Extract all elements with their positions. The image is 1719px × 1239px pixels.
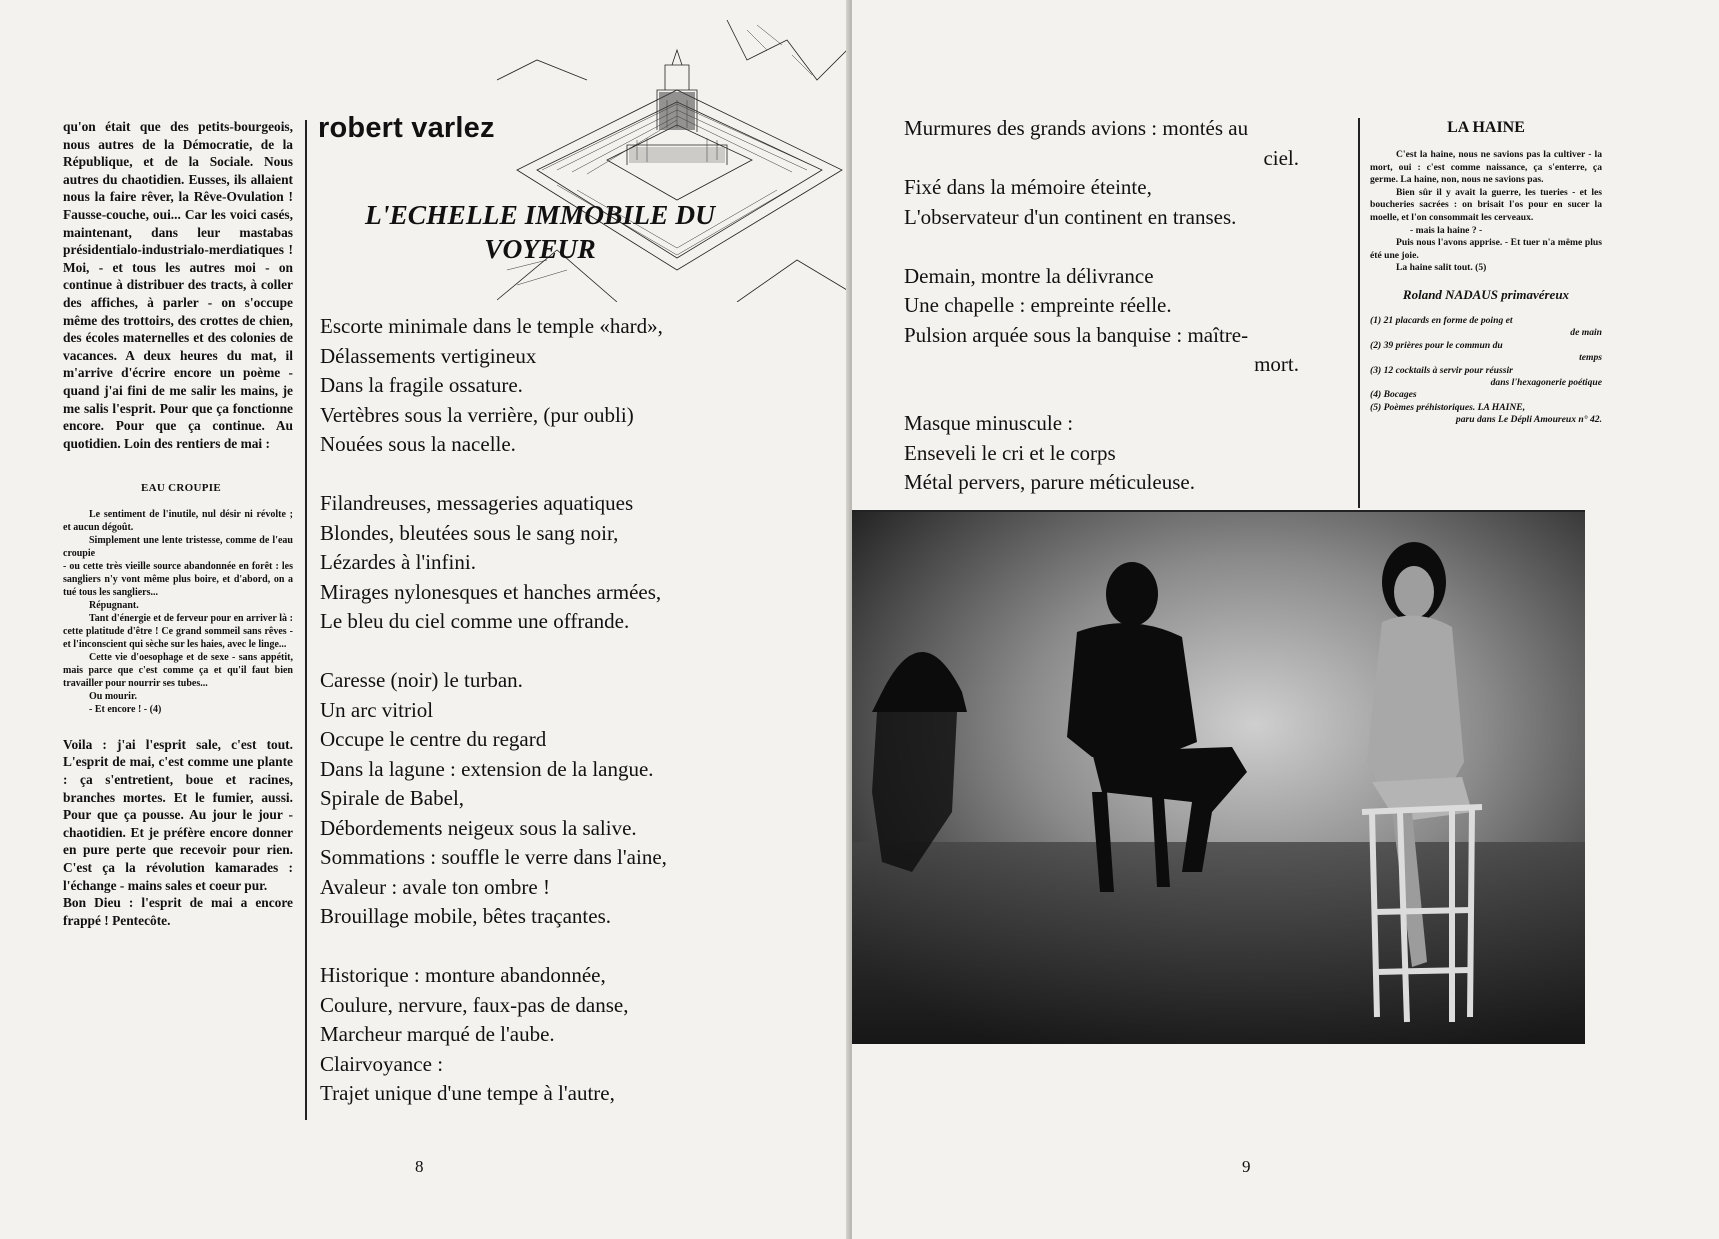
eau-croupie-title: EAU CROUPIE (141, 482, 221, 495)
stanza (904, 409, 1299, 498)
haine-paragraph: Bien sûr il y avait la guerre, les tueries - et les boucheries sacrées : on brisait l'os pour en sucer la moelle, et l'on consommait les cerveaux. (1370, 186, 1602, 223)
poem-line: Dans la lagune : extension de la langue. (320, 756, 654, 781)
stanza (320, 666, 667, 932)
poem-line: Filandreuses, messageries aquatiques (320, 491, 634, 515)
poem-line: Sommations : souffle le verre dans l'aine, (320, 845, 667, 869)
eau-paragraph: Simplement une lente tristesse, comme de l'eau croupie (63, 534, 293, 559)
page-number: 9 (1242, 1157, 1251, 1176)
haine-paragraph: C'est la haine, nous ne savions pas la cultiver - la mort, oui : c'est comme naissance, ça s'enterre, ça germe. La haine, non, nous ne savions pas. (1370, 149, 1602, 186)
haine-paragraph: Puis nous l'avons apprise. - Et tuer n'a même plus été une joie. (1370, 237, 1602, 261)
page-number: 8 (415, 1157, 424, 1176)
eau-paragraph: - ou cette très vieille source abandonnée en forêt : les sangliers n'y vont même plus boire, et d'abord, on a tué tous les sangliers... (63, 560, 293, 598)
poem-title (330, 198, 750, 266)
haine-signature: Roland NADAUS primavéreux (1402, 286, 1570, 302)
left-page (0, 0, 850, 1239)
poem-line: Mirages nylonesques et hanches armées, (320, 579, 662, 604)
left-column (63, 118, 293, 929)
footnote-line: paru dans Le Dépli Amoureux n° 42. (1455, 414, 1602, 426)
poem-line: Une chapelle : empreinte réelle. (904, 293, 1172, 317)
eau-paragraph: Répugnant. (89, 599, 139, 611)
poem-line: Coulure, nervure, faux-pas de danse, (320, 992, 629, 1017)
eau-paragraph: - Et encore ! - (4) (89, 703, 162, 715)
footnote-line: temps (1579, 352, 1602, 364)
haine-paragraph: La haine salit tout. (5) (1396, 262, 1487, 274)
poem-line: Brouillage mobile, bêtes traçantes. (320, 904, 611, 928)
poem-line: Avaleur : avale ton ombre ! (320, 874, 550, 899)
poem-title-line: L'ECHELLE IMMOBILE DU (365, 199, 715, 230)
stanza (904, 262, 1299, 380)
poem-line: mort. (1254, 352, 1299, 376)
stanza (904, 114, 1299, 232)
poem-line: Délassements vertigineux (320, 343, 537, 368)
eau-paragraph: Ou mourir. (89, 690, 137, 702)
la-haine-text (1370, 149, 1602, 275)
column-paragraph: Bon Dieu : l'esprit de mai a encore frappé ! Pentecôte. (63, 895, 293, 928)
footnote (1370, 389, 1602, 401)
left-poem (320, 312, 667, 1138)
footnotes (1370, 315, 1602, 427)
column-paragraph: qu'on était que des petits-bourgeois, nous autres de la Démocratie, de la République, et de la Sociale. Nous autres du chaotidien. Eusses, ils allaient nous la faire rêver, la Rêve-Ovulation ! Fausse-couche, oui... Car les voici casés, maintenant, dans leur mastabas présidentialo-industrialo-merdiatiques ! Moi, - et tous les autres moi - on continue à distribuer des tracts, à coller des affiches, à parler - on s'occupe même des trottoirs, des crottes de chien, des écoles maternelles et des colonies de vacances. A deux heures du mat, il m'arrive d'écrire encore un poème - quand j'ai fini de me salir les mains, je me salis l'esprit. Pour que ça fonctionne encore. Pour que ça continue. Au quotidien. Loin des rentiers de mai : (63, 119, 293, 451)
poem-line: Dans la fragile ossature. (320, 373, 523, 397)
poem-line: Trajet unique d'une tempe à l'autre, (320, 1081, 615, 1105)
poem-line: Enseveli le cri et le corps (904, 440, 1116, 465)
poem-line: Lézardes à l'infini. (320, 550, 476, 574)
author-name: robert varlez (318, 112, 495, 144)
poem-line: Escorte minimale dans le temple «hard», (320, 314, 663, 338)
la-haine-title: LA HAINE (1447, 119, 1525, 136)
poem-line: ciel. (1263, 145, 1299, 170)
poem-line: Le bleu du ciel comme une offrande. (320, 609, 630, 633)
poem-line: Métal pervers, parure méticuleuse. (904, 470, 1195, 494)
poem-line: Débordements neigeux sous la salive. (320, 815, 637, 840)
poem-line: Clairvoyance : (320, 1051, 444, 1076)
eau-paragraph: Tant d'énergie et de ferveur pour en arriver là : cette platitude d'être ! Ce grand sommeil sans rêves - et l'inconscient qui sèche sur les haies, avec le linge... (63, 612, 293, 650)
footnote (1370, 365, 1602, 390)
poem-line: Blondes, bleutées sous le sang noir, (320, 520, 619, 545)
poem-title-line: VOYEUR (484, 233, 596, 264)
poem-line: Demain, montre la délivrance (904, 263, 1154, 288)
poem-line: Occupe le centre du regard (320, 727, 547, 751)
footnote-line: (5) Poèmes préhistoriques. LA HAINE, (1370, 401, 1526, 413)
poem-line: Murmures des grands avions : montés au (904, 116, 1249, 140)
footnote-line: (4) Bocages (1370, 389, 1417, 401)
eau-croupie-text (63, 508, 293, 716)
poem-line: Nouées sous la nacelle. (320, 432, 516, 456)
footnote (1370, 340, 1602, 365)
stanza (320, 489, 667, 637)
footnote-line: (2) 39 prières pour le commun du (1370, 339, 1503, 351)
haine-paragraph: - mais la haine ? - (1410, 224, 1483, 236)
poem-line: Marcheur marqué de l'aube. (320, 1022, 555, 1046)
stanza (320, 312, 667, 460)
column-paragraph: Voila : j'ai l'esprit sale, c'est tout. L'esprit de mai, c'est comme une plante : ça s'entretient, boue et racines, branches mortes. Et le fumier, aussi. Pour que ça pousse. Au jour le jour - chaotidien. Et je préfère encore donner en pure perte que recevoir pour rien. C'est ça la révolution kamarades : l'échange - mains sales et coeur pur. (63, 736, 293, 893)
eau-paragraph: Cette vie d'oesophage et de sexe - sans appétit, mais parce que c'est comme ça et qu'il faut bien travailler pour nourrir ses tubes... (63, 651, 293, 689)
poem-line: Un arc vitriol (320, 697, 434, 722)
right-page (852, 0, 1719, 1239)
footnote-line: de main (1570, 327, 1602, 339)
la-haine-box (1370, 114, 1602, 427)
footnote-line: (1) 21 placards en forme de poing et (1370, 314, 1513, 326)
right-poem (904, 114, 1299, 527)
poem-line: Spirale de Babel, (320, 786, 465, 810)
poem-line: Caresse (noir) le turban. (320, 668, 523, 692)
stanza (320, 961, 667, 1109)
poem-line: Masque minuscule : (904, 411, 1074, 435)
black-white-photograph (852, 512, 1585, 1044)
poem-line: Pulsion arquée sous la banquise : maître- (904, 322, 1249, 347)
footnote (1370, 315, 1602, 340)
poem-line: L'observateur d'un continent en transes. (904, 204, 1237, 229)
poem-line: Vertèbres sous la verrière, (pur oubli) (320, 402, 634, 427)
column-divider (305, 120, 307, 1120)
poem-line: Fixé dans la mémoire éteinte, (904, 175, 1152, 199)
footnote-line: dans l'hexagonerie poétique (1490, 376, 1602, 388)
footnote-line: (3) 12 cocktails à servir pour réussir (1370, 364, 1513, 376)
footnote (1370, 402, 1602, 427)
box-divider (1358, 118, 1360, 508)
eau-paragraph: Le sentiment de l'inutile, nul désir ni révolte ; et aucun dégoût. (63, 508, 293, 533)
poem-line: Historique : monture abandonnée, (320, 963, 606, 987)
